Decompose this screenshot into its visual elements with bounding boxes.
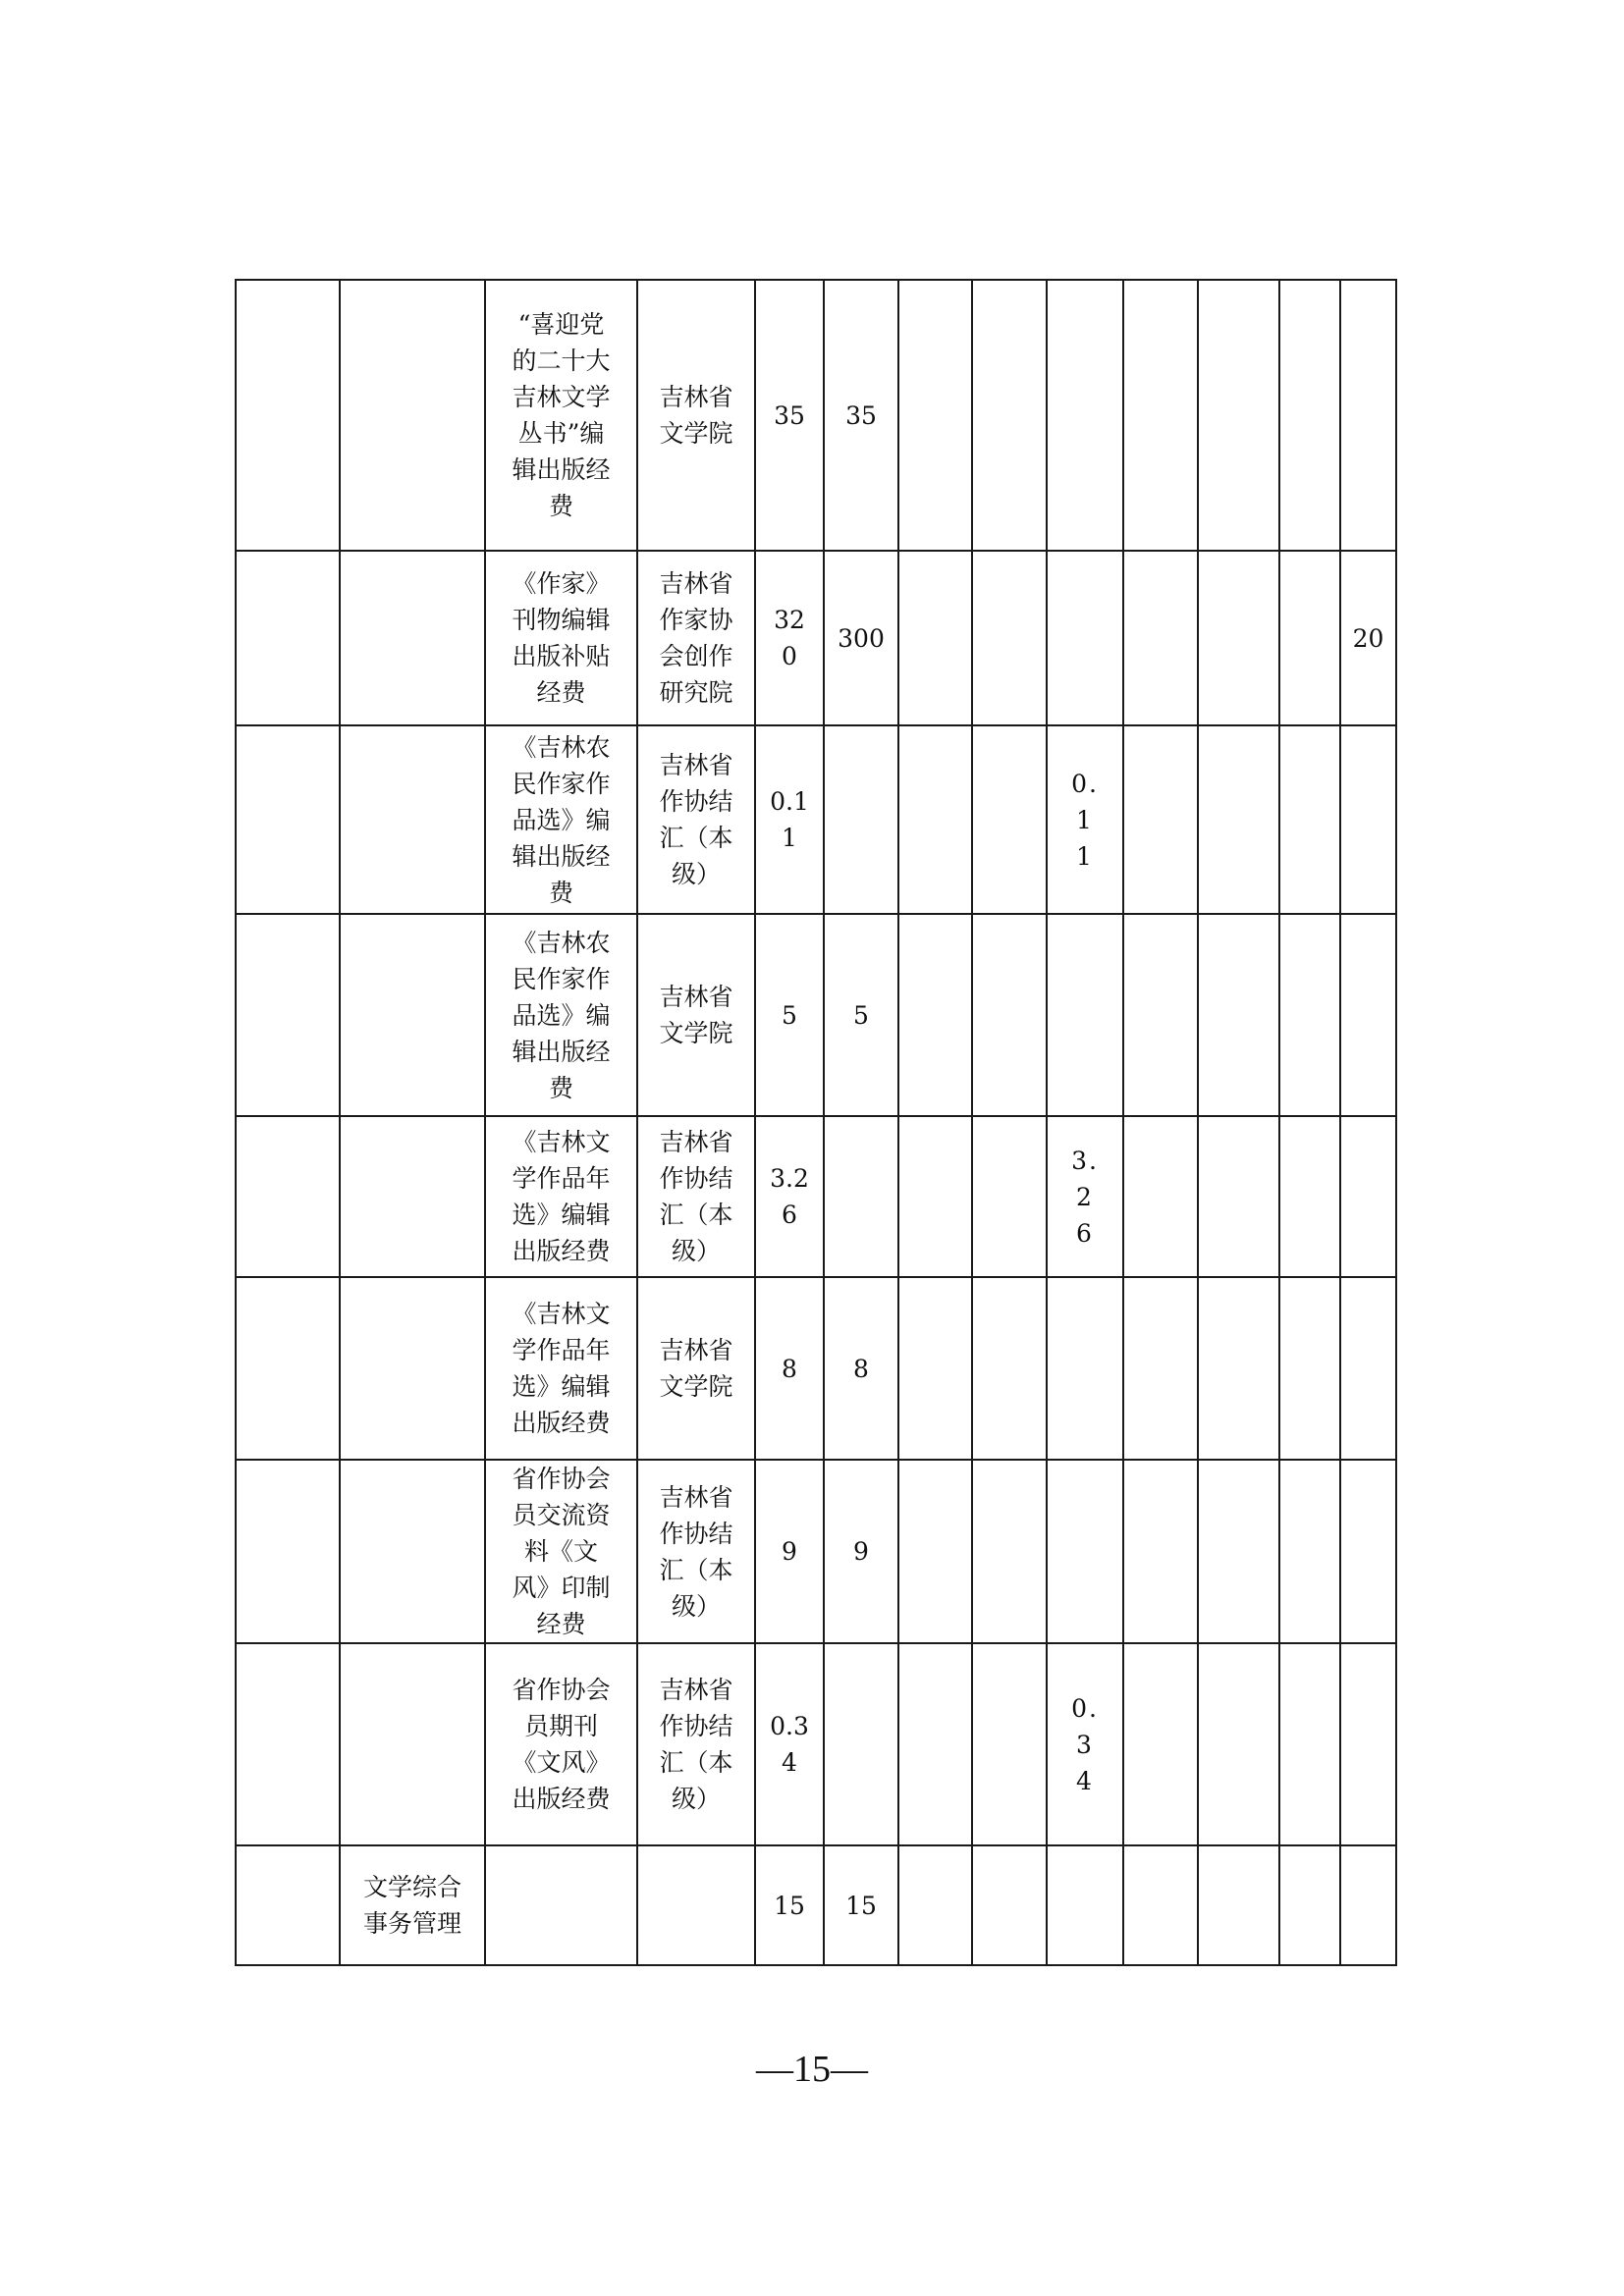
value-cell xyxy=(1340,914,1396,1116)
col2-value: 35 xyxy=(845,400,877,430)
unit-name: 吉林省作家协会创作研究院 xyxy=(659,569,733,707)
value-cell xyxy=(1047,280,1123,551)
project-name: 《吉林文学作品年选》编辑出版经费 xyxy=(512,1300,611,1437)
value-cell xyxy=(1279,280,1340,551)
blank-cell xyxy=(236,1277,340,1460)
value-cell xyxy=(1340,280,1396,551)
category-cell xyxy=(340,1643,485,1845)
value-cell xyxy=(972,1845,1047,1965)
table-row xyxy=(236,1460,1396,1643)
value-cell xyxy=(1198,1643,1279,1845)
total-cell xyxy=(755,914,824,1116)
value-cell xyxy=(972,725,1047,914)
value-cell xyxy=(1198,725,1279,914)
blank-cell xyxy=(236,1845,340,1965)
category-cell xyxy=(340,280,485,551)
value-cell xyxy=(1198,1116,1279,1277)
value-cell xyxy=(898,280,972,551)
project-name: 《吉林文学作品年选》编辑出版经费 xyxy=(512,1128,611,1265)
category-name: 文学综合事务管理 xyxy=(362,1873,461,1938)
value-cell xyxy=(898,1277,972,1460)
value-cell xyxy=(824,551,898,725)
summary-row xyxy=(236,1845,1396,1965)
unit-cell xyxy=(637,1845,755,1965)
project-cell xyxy=(485,280,637,551)
table-row xyxy=(236,280,1396,551)
col5-value: 0.34 xyxy=(1071,1693,1099,1795)
total-value: 9 xyxy=(782,1537,797,1566)
value-cell xyxy=(1047,1845,1123,1965)
total-cell xyxy=(755,1460,824,1643)
budget-table xyxy=(235,279,1397,1966)
value-cell xyxy=(972,914,1047,1116)
total-cell xyxy=(755,280,824,551)
value-cell xyxy=(1340,551,1396,725)
value-cell xyxy=(824,914,898,1116)
table-row xyxy=(236,725,1396,914)
col10-value: 20 xyxy=(1352,623,1384,653)
unit-cell xyxy=(637,914,755,1116)
unit-cell xyxy=(637,1460,755,1643)
table-row xyxy=(236,1277,1396,1460)
total-cell xyxy=(755,1643,824,1845)
value-cell xyxy=(824,280,898,551)
value-cell xyxy=(1123,914,1198,1116)
value-cell xyxy=(824,725,898,914)
value-cell xyxy=(1198,551,1279,725)
value-cell xyxy=(1123,551,1198,725)
value-cell xyxy=(1123,1845,1198,1965)
total-cell xyxy=(755,1116,824,1277)
value-cell xyxy=(972,1460,1047,1643)
value-cell xyxy=(1279,725,1340,914)
value-cell xyxy=(1198,1845,1279,1965)
unit-name: 吉林省文学院 xyxy=(659,983,733,1047)
table-row xyxy=(236,1116,1396,1277)
project-cell xyxy=(485,1116,637,1277)
unit-name: 吉林省作协结汇（本级） xyxy=(659,1128,733,1265)
category-cell xyxy=(340,725,485,914)
project-cell xyxy=(485,1845,637,1965)
value-cell xyxy=(824,1845,898,1965)
value-cell xyxy=(1279,1277,1340,1460)
value-cell xyxy=(972,280,1047,551)
project-cell xyxy=(485,1460,637,1643)
value-cell xyxy=(1123,1460,1198,1643)
blank-cell xyxy=(236,1460,340,1643)
blank-cell xyxy=(236,1116,340,1277)
value-cell xyxy=(1198,1460,1279,1643)
value-cell xyxy=(1340,725,1396,914)
total-cell xyxy=(755,725,824,914)
unit-cell xyxy=(637,725,755,914)
value-cell xyxy=(1198,280,1279,551)
value-cell xyxy=(824,1277,898,1460)
total-value: 3.26 xyxy=(770,1164,809,1229)
value-cell xyxy=(898,1643,972,1845)
project-cell xyxy=(485,725,637,914)
value-cell xyxy=(1198,1277,1279,1460)
value-cell xyxy=(1123,1643,1198,1845)
total-value: 5 xyxy=(782,1000,797,1030)
category-cell xyxy=(340,1845,485,1965)
col2-value: 8 xyxy=(853,1354,869,1383)
unit-cell xyxy=(637,1643,755,1845)
value-cell xyxy=(898,1460,972,1643)
value-cell xyxy=(1279,914,1340,1116)
value-cell xyxy=(1047,725,1123,914)
project-name: 省作协会员期刊《文风》出版经费 xyxy=(512,1676,611,1813)
value-cell xyxy=(1279,551,1340,725)
category-cell xyxy=(340,914,485,1116)
unit-name: 吉林省作协结汇（本级） xyxy=(659,751,733,888)
table-row xyxy=(236,914,1396,1116)
value-cell xyxy=(898,1845,972,1965)
total-cell xyxy=(755,551,824,725)
unit-cell xyxy=(637,1277,755,1460)
value-cell xyxy=(1047,1460,1123,1643)
blank-cell xyxy=(236,280,340,551)
blank-cell xyxy=(236,914,340,1116)
value-cell xyxy=(1123,725,1198,914)
value-cell xyxy=(972,1277,1047,1460)
value-cell xyxy=(824,1643,898,1845)
value-cell xyxy=(898,914,972,1116)
project-name: 《吉林农民作家作品选》编辑出版经费 xyxy=(512,928,611,1102)
category-cell xyxy=(340,551,485,725)
category-cell xyxy=(340,1460,485,1643)
value-cell xyxy=(1279,1460,1340,1643)
value-cell xyxy=(898,1116,972,1277)
value-cell xyxy=(824,1116,898,1277)
value-cell xyxy=(1340,1643,1396,1845)
value-cell xyxy=(1340,1116,1396,1277)
total-value: 35 xyxy=(774,400,805,430)
total-value: 320 xyxy=(774,606,805,670)
value-cell xyxy=(898,725,972,914)
project-name: 省作协会员交流资料《文风》印制经费 xyxy=(512,1465,611,1638)
total-value: 15 xyxy=(774,1891,805,1920)
unit-name: 吉林省文学院 xyxy=(659,1336,733,1401)
category-cell xyxy=(340,1277,485,1460)
col2-value: 9 xyxy=(853,1537,869,1566)
blank-cell xyxy=(236,725,340,914)
unit-cell xyxy=(637,1116,755,1277)
value-cell xyxy=(1123,1277,1198,1460)
col2-value: 300 xyxy=(838,623,885,653)
value-cell xyxy=(1047,1643,1123,1845)
value-cell xyxy=(1047,551,1123,725)
table-row xyxy=(236,551,1396,725)
value-cell xyxy=(1123,1116,1198,1277)
unit-cell xyxy=(637,551,755,725)
value-cell xyxy=(1340,1277,1396,1460)
value-cell xyxy=(972,551,1047,725)
value-cell xyxy=(1047,1277,1123,1460)
col5-value: 0.11 xyxy=(1071,769,1099,871)
project-cell xyxy=(485,551,637,725)
value-cell xyxy=(972,1116,1047,1277)
project-cell xyxy=(485,914,637,1116)
blank-cell xyxy=(236,551,340,725)
total-value: 0.11 xyxy=(770,787,809,852)
table-row xyxy=(236,1643,1396,1845)
value-cell xyxy=(1340,1460,1396,1643)
col2-value: 5 xyxy=(853,1000,869,1030)
total-value: 8 xyxy=(782,1354,797,1383)
value-cell xyxy=(1279,1845,1340,1965)
project-name: 《吉林农民作家作品选》编辑出版经费 xyxy=(512,732,611,907)
value-cell xyxy=(898,551,972,725)
value-cell xyxy=(1198,914,1279,1116)
total-cell xyxy=(755,1845,824,1965)
category-cell xyxy=(340,1116,485,1277)
col5-value: 3.26 xyxy=(1071,1146,1099,1248)
col2-value: 15 xyxy=(845,1891,877,1920)
value-cell xyxy=(1340,1845,1396,1965)
unit-name: 吉林省文学院 xyxy=(659,383,733,448)
value-cell xyxy=(824,1460,898,1643)
unit-cell xyxy=(637,280,755,551)
value-cell xyxy=(1279,1116,1340,1277)
page-number: —15— xyxy=(756,2049,868,2090)
project-cell xyxy=(485,1277,637,1460)
project-name: “喜迎党的二十大吉林文学丛书”编辑出版经费 xyxy=(512,310,611,520)
project-cell xyxy=(485,1643,637,1845)
value-cell xyxy=(1047,1116,1123,1277)
unit-name: 吉林省作协结汇（本级） xyxy=(659,1676,733,1813)
unit-name: 吉林省作协结汇（本级） xyxy=(659,1482,733,1621)
total-cell xyxy=(755,1277,824,1460)
project-name: 《作家》刊物编辑出版补贴经费 xyxy=(512,569,611,707)
value-cell xyxy=(1123,280,1198,551)
value-cell xyxy=(1279,1643,1340,1845)
value-cell xyxy=(1047,914,1123,1116)
value-cell xyxy=(972,1643,1047,1845)
blank-cell xyxy=(236,1643,340,1845)
total-value: 0.34 xyxy=(770,1712,809,1777)
